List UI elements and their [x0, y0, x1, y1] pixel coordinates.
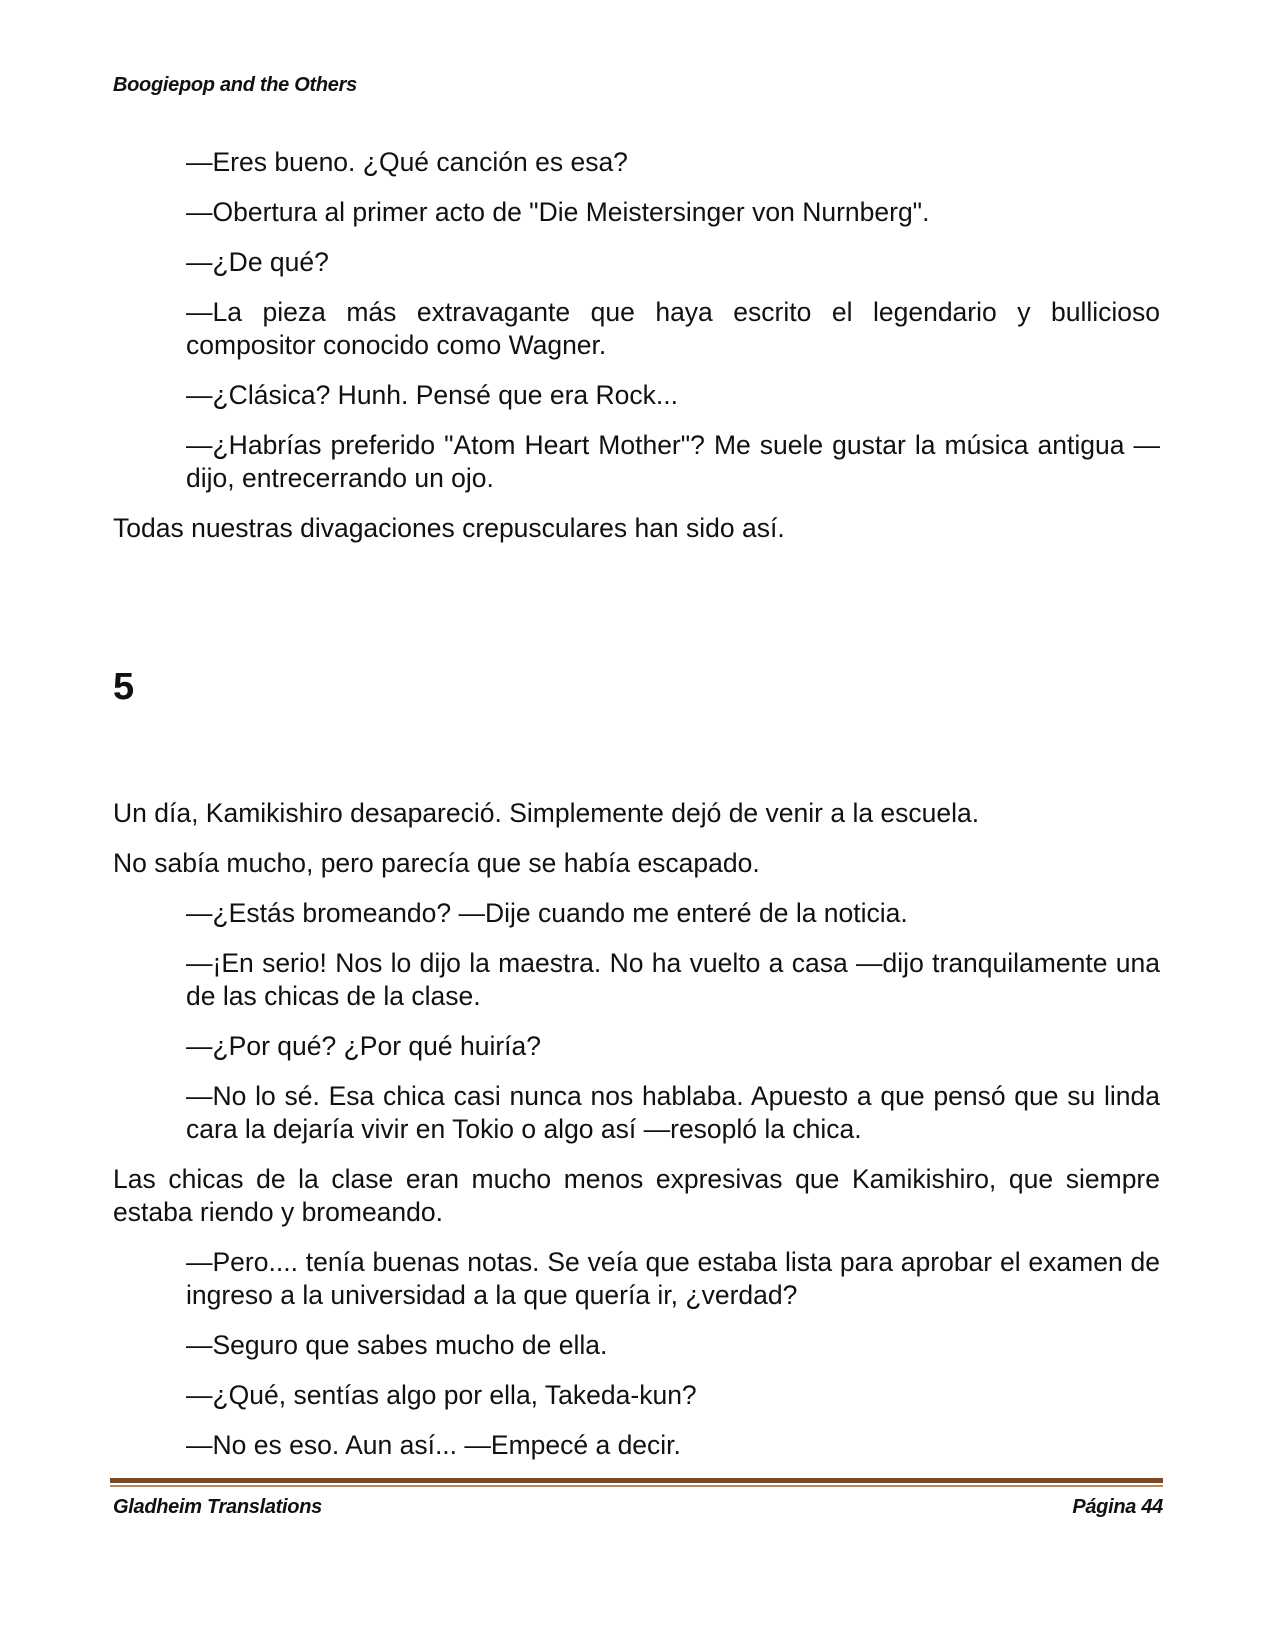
chapter-number: 5 — [113, 666, 135, 708]
dialogue-line: —¿De qué? — [186, 247, 329, 277]
dialogue-line: —La pieza más extravagante que haya escrito el legendario y bullicioso compositor conocido como Wagner. — [186, 297, 1160, 360]
section-1-text — [113, 146, 1160, 562]
narration-paragraph: Un día, Kamikishiro desapareció. Simplemente dejó de venir a la escuela. — [113, 798, 980, 828]
dialogue-line: —No es eso. Aun así... —Empecé a decir. — [186, 1430, 681, 1460]
dialogue-line: —¿Qué, sentías algo por ella, Takeda-kun? — [186, 1380, 697, 1410]
narration-paragraph: Todas nuestras divagaciones crepusculares han sido así. — [113, 513, 785, 543]
dialogue-line: —Eres bueno. ¿Qué canción es esa? — [186, 147, 628, 177]
dialogue-line: —¡En serio! Nos lo dijo la maestra. No ha vuelto a casa —dijo tranquilamente una de las chicas de la clase. — [186, 948, 1160, 1011]
narration-paragraph: Las chicas de la clase eran mucho menos expresivas que Kamikishiro, que siempre estaba riendo y bromeando. — [113, 1164, 1160, 1227]
dialogue-line: —¿Estás bromeando? —Dije cuando me enteré de la noticia. — [186, 898, 908, 928]
footer-translator: Gladheim Translations — [113, 1496, 322, 1518]
footer-divider-thin — [110, 1485, 1163, 1487]
dialogue-line: —No lo sé. Esa chica casi nunca nos hablaba. Apuesto a que pensó que su linda cara la dejaría vivir en Tokio o algo así —resopló la chica. — [186, 1081, 1160, 1144]
narration-paragraph: No sabía mucho, pero parecía que se había escapado. — [113, 848, 760, 878]
dialogue-line: —Pero.... tenía buenas notas. Se veía que estaba lista para aprobar el examen de ingreso a la universidad a la que quería ir, ¿verdad? — [186, 1247, 1160, 1310]
running-header: Boogiepop and the Others — [113, 74, 357, 96]
footer-divider-thick — [110, 1478, 1163, 1483]
page-number: Página 44 — [1072, 1496, 1163, 1518]
dialogue-line: —Obertura al primer acto de "Die Meistersinger von Nurnberg". — [186, 197, 930, 227]
dialogue-line: —¿Por qué? ¿Por qué huiría? — [186, 1031, 541, 1061]
dialogue-line: —Seguro que sabes mucho de ella. — [186, 1330, 608, 1360]
section-2-text — [113, 797, 1160, 1479]
dialogue-line: —¿Clásica? Hunh. Pensé que era Rock... — [186, 380, 678, 410]
dialogue-line: —¿Habrías preferido "Atom Heart Mother"? Me suele gustar la música antigua —dijo, entrecerrando un ojo. — [186, 430, 1160, 493]
